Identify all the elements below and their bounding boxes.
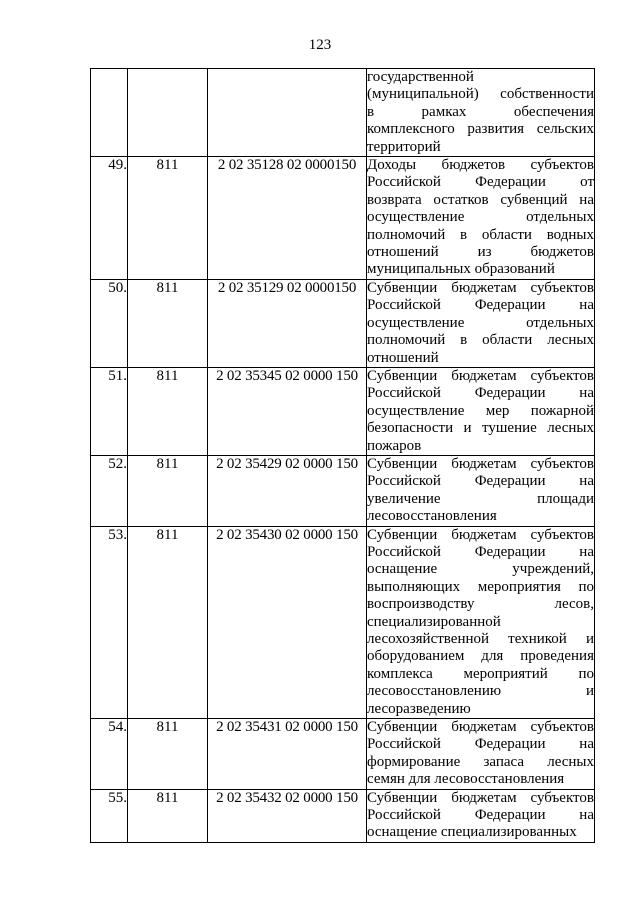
revenue-code-cell: 2 02 35430 02 0000 150	[208, 526, 367, 718]
revenue-name-cell	[367, 157, 595, 280]
revenue-name-line: лесовосстановлению и	[367, 683, 594, 700]
revenue-name-cell	[367, 455, 595, 526]
row-number-cell: 54.	[91, 719, 128, 790]
revenue-name-cell	[367, 279, 595, 367]
revenue-name-line: семян для лесовосстановления	[367, 771, 565, 788]
table-row	[91, 367, 595, 455]
admin-code-cell: 811	[128, 455, 208, 526]
admin-code-cell: 811	[128, 157, 208, 280]
revenue-name-line: отношений из бюджетов	[367, 244, 594, 261]
revenue-name-line: лесовосстановления	[367, 508, 497, 525]
revenue-name-line: государственной	[367, 69, 474, 85]
revenue-name-line: Российской Федерации на	[367, 297, 594, 314]
revenue-name-line: формирование запаса лесных	[367, 753, 594, 770]
revenue-name-line: осуществление отдельных	[367, 314, 594, 331]
table-row	[91, 279, 595, 367]
revenue-code-cell: 2 02 35432 02 0000 150	[208, 789, 367, 842]
revenue-name-line: возврата остатков субвенций на	[367, 191, 594, 208]
row-number-cell: 51.	[91, 367, 128, 455]
revenue-name-line: полномочий в области лесных	[367, 332, 594, 349]
revenue-name-line: оснащение учреждений,	[367, 561, 594, 578]
revenue-name-line: осуществление мер пожарной	[367, 402, 594, 419]
revenue-name-line: Субвенции бюджетам субъектов	[367, 789, 594, 806]
revenue-name-line: Субвенции бюджетам субъектов	[367, 719, 594, 736]
revenue-code-cell: 2 02 35129 02 0000150	[208, 279, 367, 367]
revenue-name-line: воспроизводству лесов,	[367, 596, 594, 613]
revenue-name-line: безопасности и тушение лесных	[367, 420, 594, 437]
revenue-name-line: полномочий в области водных	[367, 226, 594, 243]
table-body	[91, 69, 595, 843]
revenue-name-line: Субвенции бюджетам субъектов	[367, 279, 594, 296]
revenue-name-line: Российской Федерации от	[367, 174, 594, 191]
revenue-code-cell	[208, 69, 367, 157]
revenue-name-cell	[367, 69, 595, 157]
revenue-name-line: специализированной	[367, 613, 501, 630]
revenue-name-line: комплекса мероприятий по	[367, 665, 594, 682]
row-number-cell: 53.	[91, 526, 128, 718]
revenue-name-cell	[367, 719, 595, 790]
revenue-name-line: увеличение площади	[367, 490, 594, 507]
revenue-name-line: лесохозяйственной техникой и	[367, 631, 594, 647]
revenue-code-cell: 2 02 35345 02 0000 150	[208, 367, 367, 455]
revenue-name-line: Субвенции бюджетам субъектов	[367, 367, 594, 384]
revenue-name-line: Субвенции бюджетам субъектов	[367, 526, 594, 543]
revenue-name-cell	[367, 367, 595, 455]
revenue-name-line: комплексного развития сельских	[367, 121, 594, 138]
revenue-name-line: Российской Федерации на	[367, 385, 594, 402]
revenue-code-cell: 2 02 35128 02 0000150	[208, 157, 367, 280]
revenue-name-line: Российской Федерации на	[367, 736, 594, 753]
table-row	[91, 455, 595, 526]
table-row	[91, 526, 595, 718]
revenue-name-line: Российской Федерации на	[367, 543, 594, 560]
revenue-code-cell: 2 02 35431 02 0000 150	[208, 719, 367, 790]
revenue-name-line: (муниципальной) собственности	[367, 86, 594, 103]
table-row	[91, 789, 595, 842]
admin-code-cell: 811	[128, 526, 208, 718]
revenue-name-line: в рамках обеспечения	[367, 103, 594, 120]
revenue-name-line: осуществление отдельных	[367, 209, 594, 226]
revenue-classification-table	[90, 68, 595, 843]
table-row	[91, 719, 595, 790]
revenue-name-line: Российской Федерации на	[367, 473, 594, 490]
revenue-name-line: территорий	[367, 138, 441, 155]
revenue-code-cell: 2 02 35429 02 0000 150	[208, 455, 367, 526]
revenue-name-line: Субвенции бюджетам субъектов	[367, 455, 594, 472]
row-number-cell: 55.	[91, 789, 128, 842]
revenue-name-line: выполняющих мероприятия по	[367, 578, 594, 595]
admin-code-cell	[128, 69, 208, 157]
page-number: 123	[308, 37, 332, 53]
revenue-name-line: муниципальных образований	[367, 261, 555, 278]
revenue-name-cell	[367, 789, 595, 842]
revenue-name-line: Доходы бюджетов субъектов	[367, 157, 594, 174]
table-row	[91, 69, 595, 157]
revenue-name-line: лесоразведению	[367, 700, 471, 717]
revenue-name-line: оснащение специализированных	[367, 824, 577, 841]
admin-code-cell: 811	[128, 367, 208, 455]
row-number-cell: 50.	[91, 279, 128, 367]
admin-code-cell: 811	[128, 719, 208, 790]
revenue-name-cell	[367, 526, 595, 718]
row-number-cell: 49.	[91, 157, 128, 280]
revenue-name-line: Российской Федерации на	[367, 807, 594, 824]
admin-code-cell: 811	[128, 279, 208, 367]
table-row	[91, 157, 595, 280]
revenue-name-line: оборудованием для проведения	[367, 648, 594, 665]
revenue-name-line: пожаров	[367, 437, 422, 454]
revenue-name-line: отношений	[367, 349, 439, 366]
admin-code-cell: 811	[128, 789, 208, 842]
row-number-cell	[91, 69, 128, 157]
row-number-cell: 52.	[91, 455, 128, 526]
